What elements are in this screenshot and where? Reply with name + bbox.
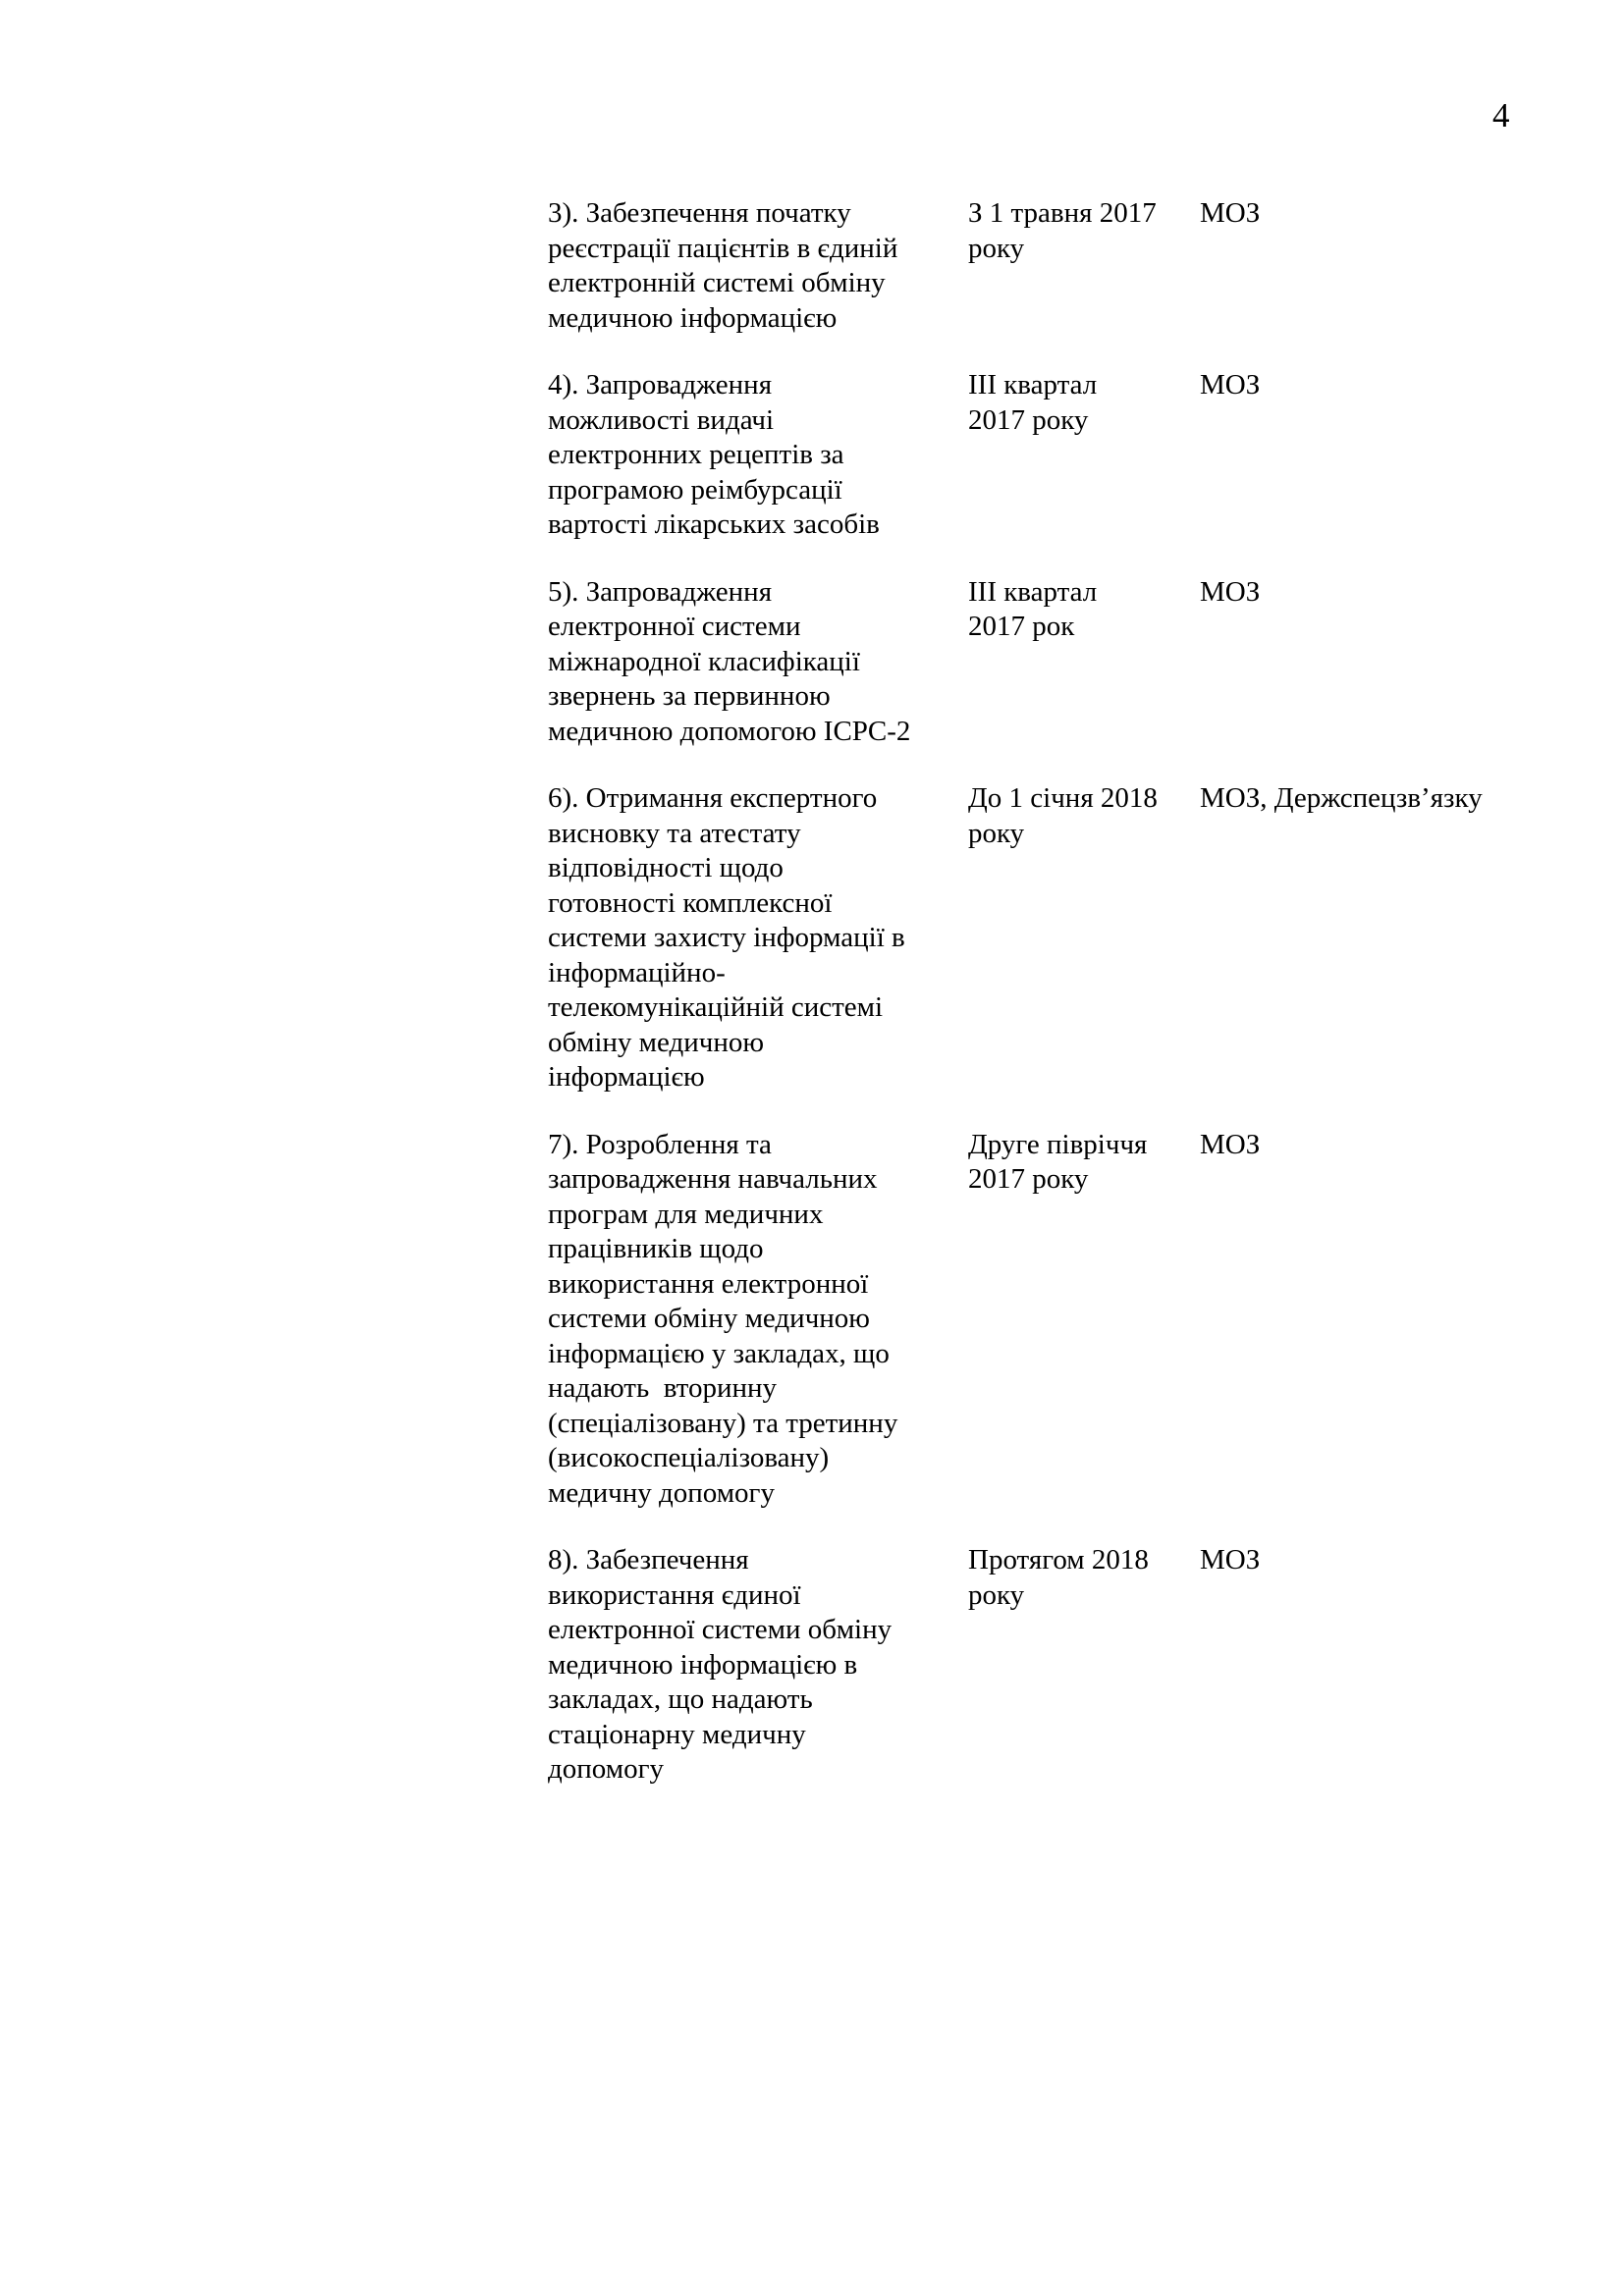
executor-cell: МОЗ, Держспецзв’язку <box>1200 782 1483 814</box>
task-cell <box>548 1128 968 1512</box>
table-row <box>548 1543 1589 1788</box>
task-line: інформацією <box>548 1061 705 1093</box>
task-line: 7). Розроблення та <box>548 1128 772 1160</box>
task-line: використання електронної <box>548 1267 869 1300</box>
term-cell <box>968 1128 1200 1512</box>
table-row <box>548 196 1589 336</box>
measures-table <box>548 196 1589 1820</box>
term-line: 2017 року <box>968 403 1089 436</box>
task-line: медичною інформацією в <box>548 1648 858 1681</box>
task-line: готовності комплексної <box>548 886 833 919</box>
task-line: медичною інформацією <box>548 301 838 334</box>
task-line: використання єдиної <box>548 1578 801 1611</box>
task-line: реєстрації пацієнтів в єдиній <box>548 232 898 264</box>
task-line: відповідності щодо <box>548 852 784 883</box>
task-line: (спеціалізовану) та третинну <box>548 1407 898 1439</box>
task-line: інформаційно- <box>548 956 726 988</box>
task-line: можливості видачі <box>548 403 775 436</box>
task-line: закладах, що надають <box>548 1683 813 1715</box>
term-line: ІІІ квартал <box>968 369 1098 400</box>
task-line: допомогу <box>548 1753 664 1785</box>
term-line: 2017 рок <box>968 611 1075 642</box>
term-cell <box>968 368 1200 543</box>
task-line: електронної системи <box>548 611 801 642</box>
table-row <box>548 781 1589 1095</box>
term-line: року <box>968 232 1025 264</box>
task-line: системи захисту інформації в <box>548 922 905 953</box>
table-row <box>548 368 1589 543</box>
term-cell <box>968 781 1200 1095</box>
task-line: стаціонарну медичну <box>548 1718 806 1750</box>
term-line: До 1 січня 2018 <box>968 782 1158 814</box>
task-line: (високоспеціалізовану) <box>548 1442 830 1473</box>
term-line: Друге півріччя <box>968 1128 1148 1160</box>
executor-cell: МОЗ <box>1200 369 1261 400</box>
term-line: 2017 року <box>968 1163 1089 1195</box>
term-line: Протягом 2018 <box>968 1544 1149 1575</box>
task-cell <box>548 575 968 750</box>
task-line: системи обміну медичною <box>548 1303 870 1334</box>
term-line: року <box>968 1578 1025 1611</box>
task-line: електронних рецептів за <box>548 439 844 470</box>
task-line: електронної системи обміну <box>548 1614 893 1645</box>
executor-cell: МОЗ <box>1200 197 1261 229</box>
task-line: інформацією у закладах, що <box>548 1337 890 1369</box>
executor-cell: МОЗ <box>1200 1544 1261 1575</box>
term-line: року <box>968 817 1025 849</box>
task-line: надають вторинну <box>548 1372 778 1404</box>
term-cell <box>968 196 1200 336</box>
term-cell <box>968 1543 1200 1788</box>
task-line: 8). Забезпечення <box>548 1544 749 1575</box>
page-number: 4 <box>1492 96 1510 134</box>
task-cell <box>548 781 968 1095</box>
task-line: запровадження навчальних <box>548 1163 878 1195</box>
task-line: вартості лікарських засобів <box>548 508 880 540</box>
task-line: електронній системі обміну <box>548 267 886 298</box>
task-line: телекомунікаційній системі <box>548 991 884 1023</box>
task-cell <box>548 196 968 336</box>
task-line: міжнародної класифікації <box>548 645 860 677</box>
task-line: працівників щодо <box>548 1233 764 1264</box>
task-line: висновку та атестату <box>548 817 801 849</box>
task-line: медичну допомогу <box>548 1476 775 1509</box>
table-row <box>548 1128 1589 1512</box>
term-line: ІІІ квартал <box>968 575 1098 608</box>
table-row <box>548 575 1589 750</box>
task-cell <box>548 1543 968 1788</box>
task-line: 4). Запровадження <box>548 369 773 400</box>
task-cell <box>548 368 968 543</box>
task-line: програмою реімбурсації <box>548 473 842 506</box>
task-line: звернень за первинною <box>548 680 831 712</box>
task-line: 3). Забезпечення початку <box>548 197 851 229</box>
task-line: медичною допомогою ICPC-2 <box>548 715 911 747</box>
term-line: З 1 травня 2017 <box>968 197 1157 229</box>
task-line: програм для медичних <box>548 1198 824 1230</box>
executor-cell: МОЗ <box>1200 1128 1261 1160</box>
term-cell <box>968 575 1200 750</box>
task-line: обміну медичною <box>548 1026 765 1058</box>
task-line: 6). Отримання експертного <box>548 782 878 814</box>
executor-cell: МОЗ <box>1200 575 1261 608</box>
task-line: 5). Запровадження <box>548 575 773 608</box>
